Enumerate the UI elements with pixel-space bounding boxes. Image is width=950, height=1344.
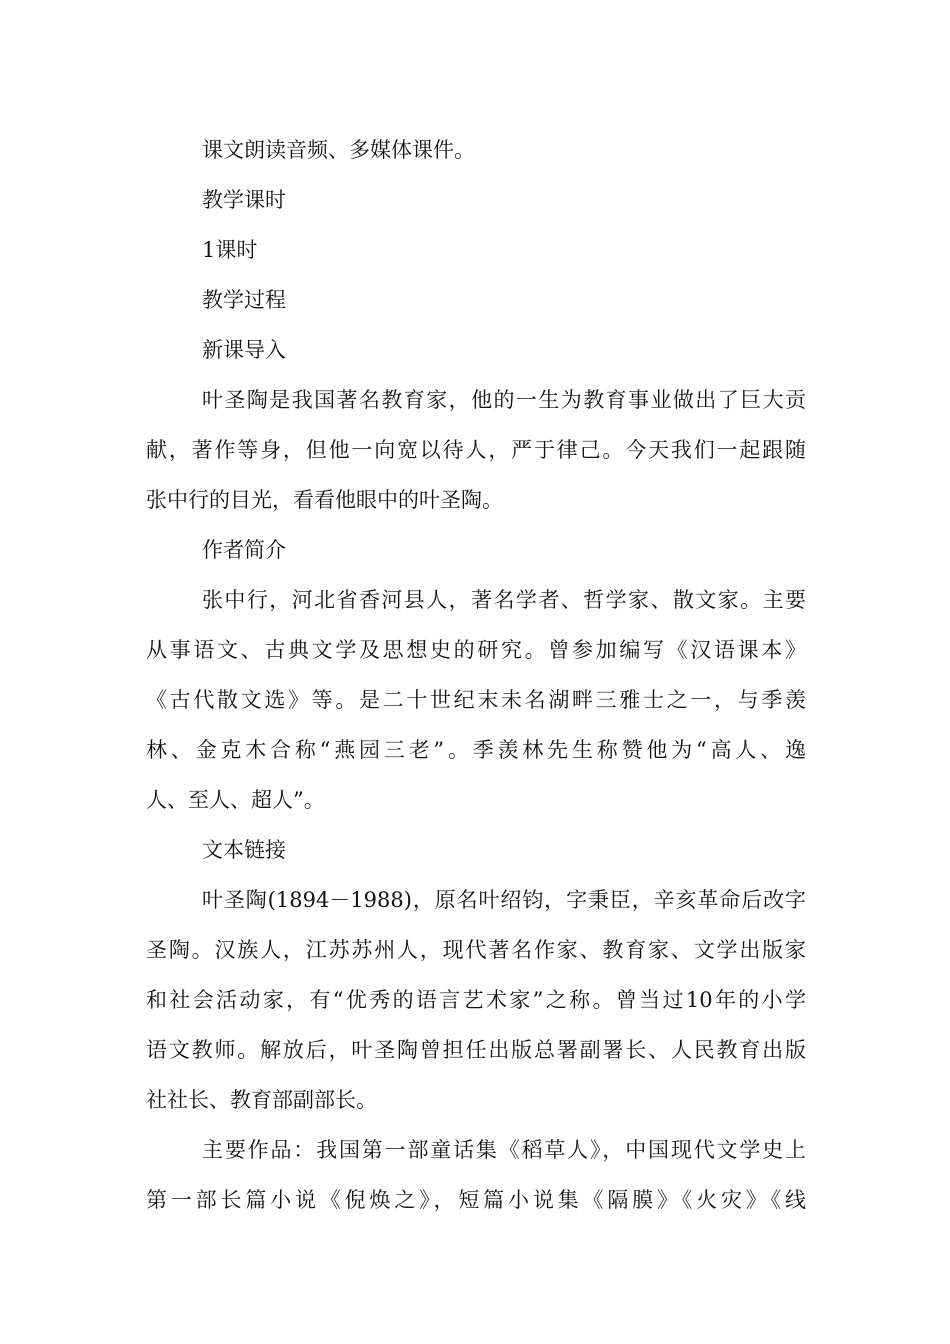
author-paragraph-line: 《古代散文选》等。是二十世纪末未名湖畔三雅士之一，与季羡 — [146, 688, 806, 712]
biography-paragraph-line: 语文教师。解放后，叶圣陶曾担任出版总署副署长、人民教育出版 — [146, 1038, 806, 1062]
heading-teaching-process: 教学过程 — [202, 288, 286, 312]
biography-paragraph-line: 叶圣陶(1894－1988)，原名叶绍钧，字秉臣，辛亥革命后改字 — [202, 888, 806, 912]
materials-line: 课文朗读音频、多媒体课件。 — [202, 138, 475, 162]
author-paragraph-line: 从事语文、古典文学及思想史的研究。曾参加编写《汉语课本》 — [146, 638, 806, 662]
intro-paragraph-line: 叶圣陶是我国著名教育家，他的一生为教育事业做出了巨大贡 — [202, 388, 806, 412]
biography-paragraph-line: 和社会活动家，有“优秀的语言艺术家”之称。曾当过10年的小学 — [146, 988, 806, 1012]
heading-teaching-hours: 教学课时 — [202, 188, 286, 212]
intro-paragraph-line: 张中行的目光，看看他眼中的叶圣陶。 — [146, 488, 503, 512]
intro-paragraph-line: 献，著作等身，但他一向宽以待人，严于律己。今天我们一起跟随 — [146, 438, 806, 462]
biography-paragraph-line: 社社长、教育部副部长。 — [146, 1088, 377, 1112]
works-paragraph-line: 主要作品：我国第一部童话集《稻草人》，中国现代文学史上 — [202, 1138, 806, 1162]
heading-author-intro: 作者简介 — [202, 538, 286, 562]
heading-new-lesson-intro: 新课导入 — [202, 338, 286, 362]
author-paragraph-line: 人、至人、超人”。 — [146, 788, 325, 812]
works-paragraph-line: 第一部长篇小说《倪焕之》，短篇小说集《隔膜》《火灾》《线 — [146, 1188, 806, 1212]
author-paragraph-line: 林、金克木合称“燕园三老”。季羡林先生称赞他为“高人、逸 — [146, 738, 806, 762]
biography-paragraph-line: 圣陶。汉族人，江苏苏州人，现代著名作家、教育家、文学出版家 — [146, 938, 806, 962]
heading-text-link: 文本链接 — [202, 838, 286, 862]
author-paragraph-line: 张中行，河北省香河县人，著名学者、哲学家、散文家。主要 — [202, 588, 806, 612]
teaching-hours-value: 1课时 — [202, 238, 258, 262]
